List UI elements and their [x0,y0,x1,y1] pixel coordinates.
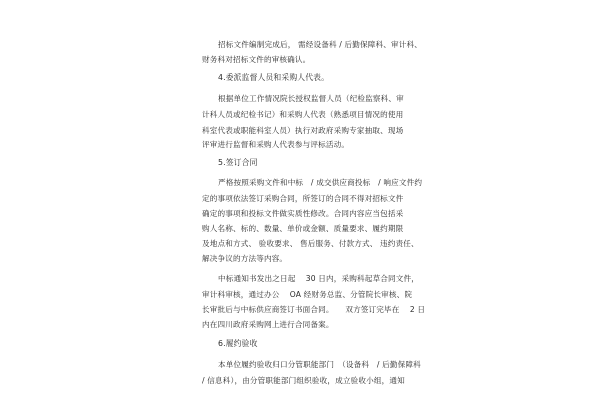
intro-line-2: 财务科对招标文件的审核确认。 [202,55,311,64]
section-4-line-2: 计科人员或纪检书记）和采购人代表（熟悉项目情况的使用 [202,110,404,119]
section-5-line-4: 购人名称、标的、数量、单价或金额、质量要求、履约期限 [202,224,404,233]
section-5-line-7: 中标通知书发出之日起 30 日内，采购科起草合同文件， [218,274,419,283]
section-5-line-6: 解决争议的方法等内容。 [202,254,288,263]
section-6-line-1: 本单位履约验收归口分管职能部门 （设备科 / 后勤保障科 [218,360,421,369]
section-5-heading: 5.签订合同 [218,158,258,167]
intro-line-1: 招标文件编制完成后， 需经设备科 / 后勤保障科、审计科、 [218,40,422,49]
section-4-heading: 4.委派监督人员和采购人代表。 [218,73,330,82]
section-4-line-1: 根据单位工作情况院长授权监督人员（纪检监察科、审 [218,94,404,103]
section-6-line-2: / 信息科），由分管职能部门组织验收，成立验收小组，通知 [202,376,405,385]
section-5-line-3: 确定的事项和投标文件做实质性修改。合同内容应当包括采 [202,209,404,218]
section-4-line-3: 科室代表或职能科室人员）执行对政府采购专家抽取、现场 [202,126,404,135]
section-4-line-4: 评审进行监督和采购人代表参与评标活动。 [202,140,350,149]
section-5-line-2: 定的事项依法签订采购合同，所签订的合同不得对招标文件 [202,194,404,203]
section-5-line-1: 严格按照采购文件和中标 / 成交供应商投标 / 响应文件约 [218,178,423,187]
section-5-line-9: 长审批后与中标供应商签订书面合同。 双方签订完毕在 2 日 [202,305,426,314]
section-5-line-5: 及地点和方式、 验收要求、 售后服务、付款方式、 违约责任、 [202,239,419,248]
section-5-line-10: 内在四川政府采购网上进行合同备案。 [202,320,334,329]
section-6-heading: 6.履约验收 [218,339,258,348]
section-5-line-8: 审计科审核，通过办公 OA 经财务总监、分管院长审核、院 [202,290,413,299]
